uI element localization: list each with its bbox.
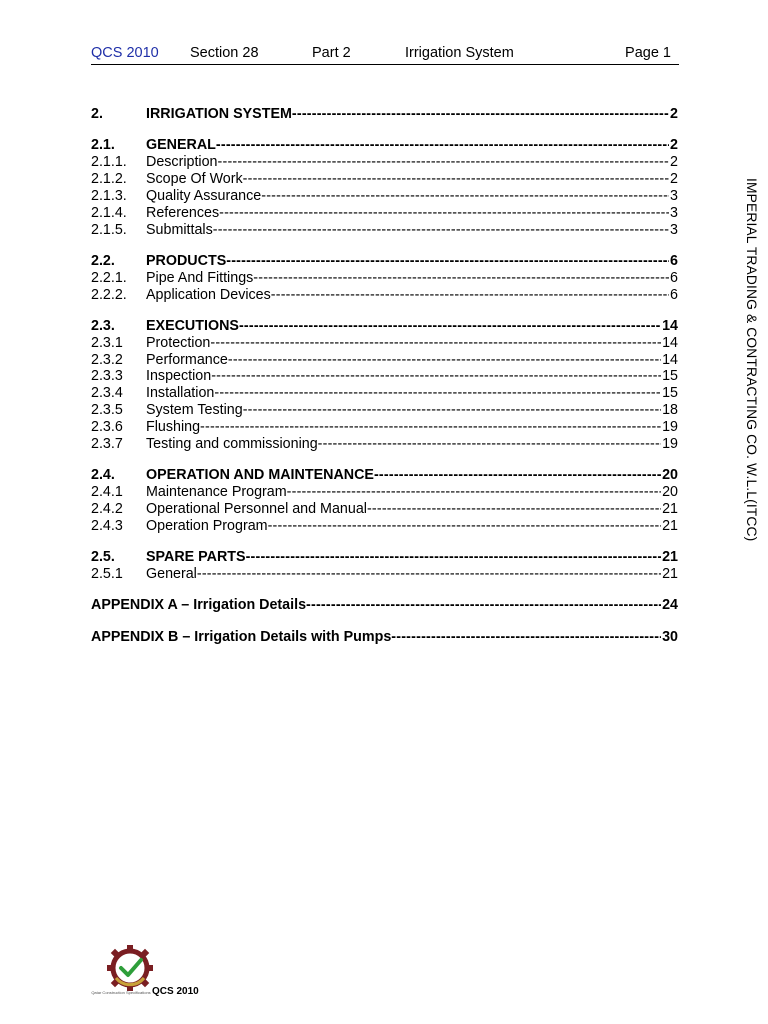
toc-entry-body: [146, 253, 678, 270]
toc-entry-body: [146, 518, 678, 535]
table-of-contents: [91, 106, 678, 645]
toc-entry-number: 2.3.5: [91, 402, 123, 419]
toc-subsection-entry[interactable]: [91, 566, 678, 583]
toc-entry-number: 2.5.: [91, 549, 115, 566]
toc-entry-body: [91, 629, 678, 646]
toc-entry-page: 6: [670, 286, 678, 303]
toc-dot-leader: [292, 106, 669, 123]
toc-entry-page: 21: [662, 565, 678, 582]
toc-entry-number: 2.3.: [91, 317, 115, 334]
toc-entry-number: 2.3.3: [91, 368, 123, 385]
toc-dot-leader: [243, 171, 669, 188]
toc-entry-page: 21: [662, 549, 678, 566]
toc-entry-page: 3: [670, 187, 678, 204]
toc-entry-page: 14: [662, 351, 678, 368]
toc-entry-page: 15: [662, 385, 678, 402]
toc-entry-title: System Testing: [146, 402, 243, 419]
toc-subsection-entry[interactable]: [91, 419, 678, 436]
toc-entry-page: 21: [662, 500, 678, 517]
toc-entry-page: 20: [662, 484, 678, 501]
toc-dot-leader: [228, 352, 661, 369]
toc-entry-title: General: [146, 565, 197, 582]
toc-entry-number: 2.1.4.: [91, 204, 127, 221]
toc-entry-title: References: [146, 204, 220, 221]
toc-dot-leader: [214, 385, 661, 402]
toc-dot-leader: [210, 335, 661, 352]
toc-entry-title: Performance: [146, 351, 228, 368]
header-page-number: Page 1: [625, 45, 671, 61]
toc-entry-number: 2.1.5.: [91, 221, 127, 238]
header-topic: Irrigation System: [405, 45, 514, 61]
toc-section-entry[interactable]: [91, 137, 678, 154]
toc-entry-body: [146, 154, 678, 171]
toc-entry-body: [146, 352, 678, 369]
toc-entry-page: 24: [662, 597, 678, 614]
toc-entry-body: [146, 205, 678, 222]
toc-entry-page: 3: [670, 221, 678, 238]
toc-entry-title: Scope Of Work: [146, 171, 243, 188]
toc-dot-leader: [219, 205, 669, 222]
toc-section-entry[interactable]: [91, 253, 678, 270]
toc-entry-body: [146, 335, 678, 352]
toc-subsection-entry[interactable]: [91, 368, 678, 385]
toc-dot-leader: [318, 436, 661, 453]
toc-entry-title: PRODUCTS: [146, 252, 227, 269]
toc-subsection-entry[interactable]: [91, 385, 678, 402]
toc-entry-title: Submittals: [146, 221, 213, 238]
toc-entry-page: 18: [662, 402, 678, 419]
toc-entry-number: 2.4.: [91, 467, 115, 484]
toc-entry-number: 2.3.2: [91, 351, 123, 368]
toc-dot-leader: [243, 402, 661, 419]
toc-entry-number: 2.1.1.: [91, 154, 127, 171]
toc-entry-page: 2: [670, 154, 678, 171]
toc-dot-leader: [253, 270, 669, 287]
toc-dot-leader: [367, 501, 661, 518]
toc-entry-title: Testing and commissioning: [146, 435, 318, 452]
toc-entry-page: 2: [670, 137, 678, 154]
toc-dot-leader: [211, 368, 661, 385]
toc-entry-number: 2.2.: [91, 252, 115, 269]
qcs-logo: [86, 944, 156, 1000]
toc-entry-title: APPENDIX B – Irrigation Details with Pumps: [91, 628, 392, 645]
toc-entry-body: [146, 484, 678, 501]
toc-dot-leader: [226, 253, 669, 270]
toc-entry-title: Operation Program: [146, 517, 268, 534]
toc-entry-body: [146, 436, 678, 453]
toc-dot-leader: [197, 566, 661, 583]
toc-entry-title: Pipe And Fittings: [146, 269, 254, 286]
toc-entry-page: 14: [662, 334, 678, 351]
toc-entry-title: Description: [146, 154, 218, 171]
toc-entry-body: [146, 501, 678, 518]
toc-entry-title: Flushing: [146, 419, 201, 435]
toc-entry-title: EXECUTIONS: [146, 317, 239, 334]
toc-entry-body: [146, 566, 678, 583]
toc-dot-leader: [374, 467, 661, 484]
toc-dot-leader: [216, 137, 669, 154]
toc-entry-title: Installation: [146, 385, 215, 402]
toc-subsection-entry[interactable]: [91, 171, 678, 188]
toc-entry-page: 2: [670, 171, 678, 188]
toc-entry-number: 2.3.1: [91, 334, 123, 351]
toc-entry-number: 2.3.7: [91, 435, 123, 452]
toc-entry-number: 2.2.1.: [91, 269, 127, 286]
toc-entry-page: 6: [670, 269, 678, 286]
toc-dot-leader: [268, 518, 662, 535]
toc-entry-number: 2.1.2.: [91, 171, 127, 188]
toc-section-entry[interactable]: [91, 467, 678, 484]
toc-entry-page: 19: [662, 435, 678, 452]
toc-entry-page: 15: [662, 368, 678, 385]
toc-entry-body: [146, 270, 678, 287]
toc-entry-number: 2.: [91, 106, 103, 122]
toc-subsection-entry[interactable]: [91, 222, 678, 239]
toc-entry-number: 2.1.: [91, 137, 115, 154]
toc-dot-leader: [213, 222, 669, 239]
toc-entry-page: 20: [662, 467, 678, 484]
toc-entry-body: [146, 368, 678, 385]
toc-entry-title: Maintenance Program: [146, 484, 287, 501]
running-header: [91, 44, 679, 65]
toc-entry-number: 2.5.1: [91, 565, 123, 582]
toc-subsection-entry[interactable]: [91, 335, 678, 352]
toc-entry-body: [91, 597, 678, 614]
toc-entry-body: [146, 287, 678, 304]
toc-section-entry[interactable]: [91, 106, 678, 123]
toc-dot-leader: [218, 154, 670, 171]
toc-subsection-entry[interactable]: [91, 484, 678, 501]
toc-entry-number: 2.4.2: [91, 500, 123, 517]
toc-dot-leader: [246, 549, 662, 566]
gear-check-logo-icon: [106, 944, 154, 992]
toc-subsection-entry[interactable]: [91, 436, 678, 453]
toc-entry-body: [146, 385, 678, 402]
toc-entry-body: [146, 188, 678, 205]
toc-entry-body: [146, 171, 678, 188]
toc-entry-page: 2: [670, 106, 678, 122]
toc-subsection-entry[interactable]: [91, 154, 678, 171]
toc-entry-number: 2.3.4: [91, 385, 123, 402]
toc-subsection-entry[interactable]: [91, 188, 678, 205]
toc-dot-leader: [271, 287, 669, 304]
toc-entry-number: 2.3.6: [91, 419, 123, 435]
toc-dot-leader: [306, 597, 661, 614]
toc-entry-number: 2.4.1: [91, 484, 123, 501]
toc-subsection-entry[interactable]: [91, 352, 678, 369]
toc-entry-body: [146, 549, 678, 566]
toc-entry-body: [146, 222, 678, 239]
toc-appendix-entry[interactable]: [91, 629, 678, 646]
toc-subsection-entry[interactable]: [91, 501, 678, 518]
toc-entry-body: [146, 467, 678, 484]
toc-entry-body: [146, 402, 678, 419]
toc-section-entry[interactable]: [91, 318, 678, 335]
toc-entry-body: [146, 106, 678, 123]
toc-entry-title: Quality Assurance: [146, 187, 262, 204]
toc-entry-title: Operational Personnel and Manual: [146, 500, 367, 517]
toc-entry-page: 30: [662, 628, 678, 645]
toc-entry-title: Protection: [146, 334, 211, 351]
toc-entry-body: [146, 137, 678, 154]
toc-dot-leader: [200, 419, 661, 436]
footer-doc-code: QCS 2010: [152, 986, 199, 997]
toc-entry-title: Inspection: [146, 368, 212, 385]
toc-subsection-entry[interactable]: [91, 402, 678, 419]
toc-entry-title: APPENDIX A – Irrigation Details: [91, 597, 307, 614]
toc-subsection-entry[interactable]: [91, 518, 678, 535]
logo-caption: Qatar Construction Specifications: [91, 990, 151, 995]
toc-appendix-entry[interactable]: [91, 597, 678, 614]
header-doc-code: QCS 2010: [91, 45, 159, 61]
toc-entry-title: SPARE PARTS: [146, 549, 246, 566]
toc-subsection-entry[interactable]: [91, 270, 678, 287]
toc-entry-body: [146, 419, 678, 436]
toc-dot-leader: [391, 629, 661, 646]
toc-entry-number: 2.4.3: [91, 517, 123, 534]
toc-entry-page: 3: [670, 204, 678, 221]
toc-dot-leader: [239, 318, 661, 335]
toc-entry-page: 6: [670, 252, 678, 269]
header-section: Section 28: [190, 45, 259, 61]
toc-entry-title: GENERAL: [146, 137, 216, 154]
toc-entry-page: 21: [662, 517, 678, 534]
toc-entry-page: 14: [662, 317, 678, 334]
toc-entry-title: OPERATION AND MAINTENANCE: [146, 467, 374, 484]
toc-dot-leader: [261, 188, 669, 205]
toc-entry-number: 2.1.3.: [91, 187, 127, 204]
toc-entry-body: [146, 318, 678, 335]
toc-section-entry[interactable]: [91, 549, 678, 566]
header-part: Part 2: [312, 45, 351, 61]
toc-subsection-entry[interactable]: [91, 205, 678, 222]
toc-subsection-entry[interactable]: [91, 287, 678, 304]
toc-entry-title: IRRIGATION SYSTEM: [146, 106, 292, 122]
toc-dot-leader: [287, 484, 661, 501]
toc-entry-number: 2.2.2.: [91, 286, 127, 303]
toc-entry-page: 19: [662, 419, 678, 435]
toc-entry-title: Application Devices: [146, 286, 271, 303]
side-watermark-text: IMPERIAL TRADING & CONTRACTING CO. W.L.L(ITCC): [744, 178, 759, 542]
